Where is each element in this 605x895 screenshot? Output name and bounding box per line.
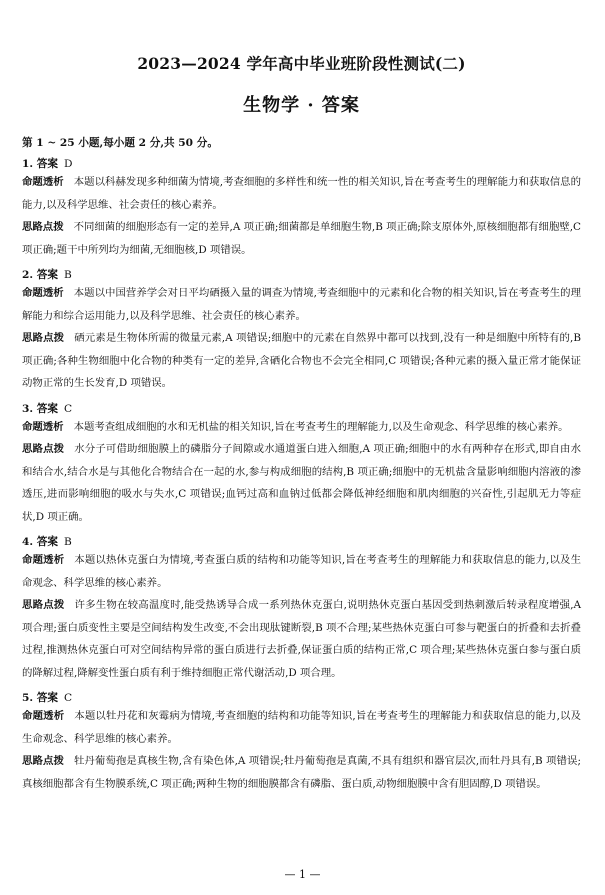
hint-label: 思路点拨 [22,599,65,611]
analysis-paragraph [22,705,581,750]
hint-paragraph [22,750,581,795]
section-intro: 第 1 ~ 25 小题,每小题 2 分,共 50 分。 [22,137,218,149]
hint-text: 水分子可借助细胞膜上的磷脂分子间隙或水通道蛋白进入细胞,A 项正确;细胞中的水有两种存在形式,即自由水和结合水,结合水是与其他化合物结合在一起的水,参与构成细胞的结构,B 项正确;细胞中的无机盐含量影响细胞内溶液的渗透压,进而影响细胞的吸水与失水,C 项错误;血钙过高和血钠过低都会降低神经细胞和肌肉细胞的兴奋性,引起肌无力等症状,D 项正确。 [22,443,582,523]
question-heading [22,267,581,282]
hint-text: 硒元素是生物体所需的微量元素,A 项错误;细胞中的元素在自然界中都可以找到,没有一种是细胞中所特有的,B 项正确;各种生物细胞中化合物的种类有一定的差异,含硒化合物也不会完全相同,C 项错误;各种元素的摄入量正常才能保证动物正常的生长发育,D 项错误。 [22,332,581,389]
analysis-text: 本题以热休克蛋白为情境,考查蛋白质的结构和功能等知识,旨在考查考生的理解能力和获取信息的能力,以及生命观念、科学思维的核心素养。 [22,554,582,589]
page-number: — 1 — [284,868,321,881]
hint-paragraph [22,438,581,528]
analysis-paragraph [22,171,581,216]
question-number: 5. [22,692,34,704]
hint-text: 不同细菌的细胞形态有一定的差异,A 项正确;细菌都是单细胞生物,B 项正确;除支原体外,原核细胞都有细胞壁,C 项正确;题干中所列均为细菌,无细胞核,D 项错误。 [22,221,582,256]
question-block [22,401,581,529]
analysis-label: 命题透析 [22,554,65,566]
page-title: 2023—2024 学年高中毕业班阶段性测试(二) [137,54,466,73]
answer-value: B [63,536,72,548]
analysis-label: 命题透析 [22,710,65,722]
analysis-paragraph [22,282,581,327]
question-heading [22,534,581,549]
hint-label: 思路点拨 [22,332,65,344]
hint-label: 思路点拨 [22,221,64,233]
analysis-paragraph [22,549,581,594]
answer-label: 答案 [36,692,58,704]
hint-paragraph [22,327,581,395]
question-block [22,534,581,684]
question-number: 1. [22,158,34,170]
analysis-text: 本题以中国营养学会对日平均硒摄入量的调查为情境,考查细胞中的元素和化合物的相关知识,旨在考查考生的理解能力和综合运用能力,以及科学思维、社会责任的核心素养。 [22,287,582,322]
question-block [22,690,581,795]
hint-label: 思路点拨 [22,443,65,455]
answer-value: C [63,692,73,704]
question-heading [22,156,581,171]
question-block [22,267,581,395]
hint-paragraph [22,216,581,261]
answer-label: 答案 [36,402,58,415]
answer-value: D [63,158,73,170]
hint-text: 许多生物在较高温度时,能受热诱导合成一系列热休克蛋白,说明热休克蛋白基因受到热刺激后转录程度增强,A 项合理;蛋白质变性主要是空间结构发生改变,不会出现肽键断裂,B 项不合理;某些热休克蛋白可参与靶蛋白的折叠和去折叠过程,推测热休克蛋白可对空间结构异常的蛋白质进行去折叠,保证蛋白质的结构正常,C 项合理;某些热休克蛋白参与蛋白质的降解过程,降解变性蛋白质有利于维持细胞正常代谢活动,D 项合理。 [22,599,581,679]
hint-label: 思路点拨 [22,755,64,767]
page-subtitle: 生物学 · 答案 [243,95,360,116]
analysis-text: 本题以牡丹花和灰霉病为情境,考查细胞的结构和功能等知识,旨在考查考生的理解能力和获取信息的能力,以及生命观念、科学思维的核心素养。 [22,710,582,745]
analysis-paragraph [22,416,581,439]
analysis-label: 命题透析 [22,420,64,433]
answer-value: C [63,402,73,415]
question-heading [22,690,581,705]
answer-label: 答案 [36,158,58,170]
answer-label: 答案 [36,269,58,281]
question-number: 2. [22,269,34,281]
hint-text: 牡丹葡萄孢是真核生物,含有染色体,A 项错误;牡丹葡萄孢是真菌,不具有组织和器官层次,而牡丹具有,B 项错误;真核细胞都含有生物膜系统,C 项正确;两种生物的细胞膜都含有磷脂、蛋白质,动物细胞膜中含有胆固醇,D 项错误。 [22,755,581,790]
analysis-label: 命题透析 [22,287,64,299]
question-number: 3. [22,402,34,415]
question-list [22,156,581,795]
question-number: 4. [22,536,34,548]
analysis-text: 本题以科赫发现多种细菌为情境,考查细胞的多样性和统一性的相关知识,旨在考查考生的理解能力和获取信息的能力,以及科学思维、社会责任的核心素养。 [22,176,582,211]
answer-label: 答案 [36,536,58,548]
question-block [22,156,581,261]
analysis-text: 本题考查组成细胞的水和无机盐的相关知识,旨在考查考生的理解能力,以及生命观念、科学思维的核心素养。 [73,420,569,433]
answer-value: B [63,269,72,281]
question-heading [22,401,581,416]
analysis-label: 命题透析 [22,176,64,188]
hint-paragraph [22,594,581,684]
